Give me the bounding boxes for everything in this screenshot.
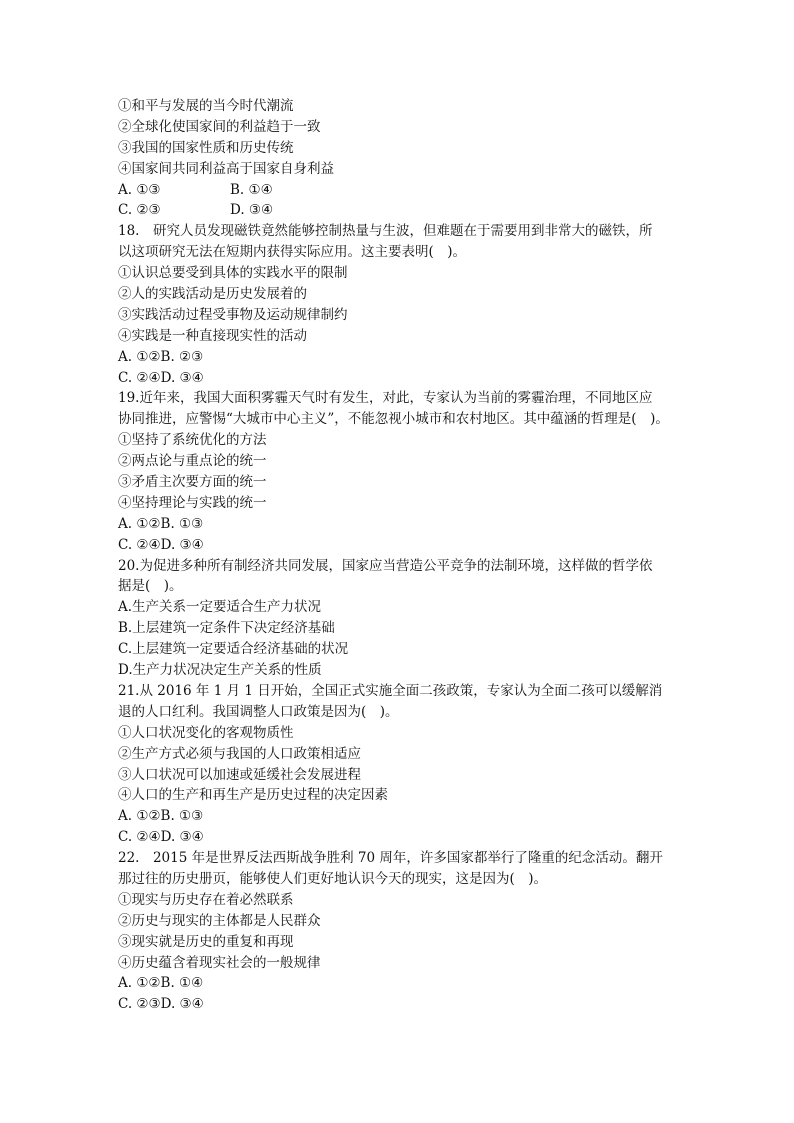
q18-stem-line-1: 18. 研究人员发现磁铁竟然能够控制热量与生波，但难题在于需要用到非常大的磁铁，所 bbox=[118, 223, 653, 240]
q20-option-a: A.生产关系一定要适合生产力状况 bbox=[118, 599, 322, 616]
q18-item-3: ③实践活动过程受事物及运动规律制约 bbox=[118, 306, 348, 323]
q19-item-1: ①坚持了系统优化的方法 bbox=[118, 432, 267, 449]
q18-options-row-2: C. ②④D. ③④ bbox=[118, 369, 204, 386]
q19-item-2: ②两点论与重点论的统一 bbox=[118, 453, 267, 470]
q22-stem-line-2: 那过往的历史册页，能够使人们更好地认识今天的现实，这是因为( )。 bbox=[118, 870, 548, 887]
q19-item-3: ③矛盾主次要方面的统一 bbox=[118, 474, 267, 491]
q17-item-1: ①和平与发展的当今时代潮流 bbox=[118, 98, 294, 114]
q21-stem-line-2: 退的人口红利。我国调整人口政策是因为( )。 bbox=[118, 703, 399, 720]
q21-item-1: ①人口状况变化的客观物质性 bbox=[118, 724, 294, 741]
q17-item-3: ③我国的国家性质和历史传统 bbox=[118, 139, 294, 156]
q22-options-row-1: A. ①②B. ①④ bbox=[118, 975, 204, 992]
q21-item-4: ④人口的生产和再生产是历史过程的决定因素 bbox=[118, 787, 388, 804]
q19-item-4: ④坚持理论与实践的统一 bbox=[118, 494, 267, 511]
q17-item-4: ④国家间共同利益高于国家自身利益 bbox=[118, 160, 334, 177]
q22-item-2: ②历史与现实的主体都是人民群众 bbox=[118, 912, 321, 929]
q19-stem-line-2: 协同推进，应警惕“大城市中心主义”，不能忽视小城市和农村地区。其中蕴涵的哲理是( )。 bbox=[118, 411, 669, 428]
q21-options-row-1: A. ①②B. ①③ bbox=[118, 808, 204, 825]
q17-option-d: D. ③④ bbox=[230, 202, 274, 219]
q20-option-d: D.生产力状况决定生产关系的性质 bbox=[118, 662, 322, 679]
q22-item-4: ④历史蕴含着现实社会的一般规律 bbox=[118, 954, 321, 971]
q21-options-row-2: C. ②④D. ③④ bbox=[118, 829, 204, 846]
q17-options-row-2 bbox=[118, 200, 698, 221]
q20-option-c: C.上层建筑一定要适合经济基础的状况 bbox=[118, 641, 349, 658]
q22-stem-line-1: 22. 2015 年是世界反法西斯战争胜利 70 周年，许多国家都举行了隆重的纪念活动。翻开 bbox=[118, 850, 663, 867]
q17-item-2: ②全球化使国家间的利益趋于一致 bbox=[118, 118, 321, 135]
q19-options-row-1: A. ①②B. ①③ bbox=[118, 515, 204, 532]
q18-stem-line-2: 以这项研究无法在短期内获得实际应用。这主要表明( )。 bbox=[118, 244, 467, 261]
q22-options-row-2: C. ②③D. ③④ bbox=[118, 996, 204, 1013]
q18-item-1: ①认识总要受到具体的实践水平的限制 bbox=[118, 265, 348, 282]
q20-stem-line-2: 据是( )。 bbox=[118, 578, 183, 595]
q18-options-row-1: A. ①②B. ②③ bbox=[118, 348, 204, 365]
q22-item-3: ③现实就是历史的重复和再现 bbox=[118, 933, 294, 950]
q18-item-4: ④实践是一种直接现实性的活动 bbox=[118, 327, 307, 344]
q21-item-2: ②生产方式必须与我国的人口政策相适应 bbox=[118, 745, 361, 762]
q20-stem-line-1: 20.为促进多种所有制经济共同发展，国家应当营造公平竞争的法制环境，这样做的哲学依 bbox=[118, 557, 653, 574]
q17-option-a: A. ①③ bbox=[118, 181, 161, 198]
q18-item-2: ②人的实践活动是历史发展着的 bbox=[118, 286, 307, 303]
q19-options-row-2: C. ②④D. ③④ bbox=[118, 536, 204, 553]
q17-option-c: C. ②③ bbox=[118, 202, 161, 219]
q21-stem-line-1: 21.从 2016 年 1 月 1 日开始，全国正式实施全面二孩政策，专家认为全面二孩可以缓解消 bbox=[118, 682, 663, 699]
q21-item-3: ③人口状况可以加速或延缓社会发展进程 bbox=[118, 766, 361, 783]
q22-item-1: ①现实与历史存在着必然联系 bbox=[118, 891, 294, 908]
q17-options-row-1 bbox=[118, 180, 698, 201]
q19-stem-line-1: 19.近年来，我国大面积雾霾天气时有发生，对此，专家认为当前的雾霾治理，不同地区应 bbox=[118, 390, 653, 407]
exam-content bbox=[118, 96, 698, 1015]
q17-option-b: B. ①④ bbox=[230, 181, 273, 198]
q20-option-b: B.上层建筑一定条件下决定经济基础 bbox=[118, 620, 335, 637]
